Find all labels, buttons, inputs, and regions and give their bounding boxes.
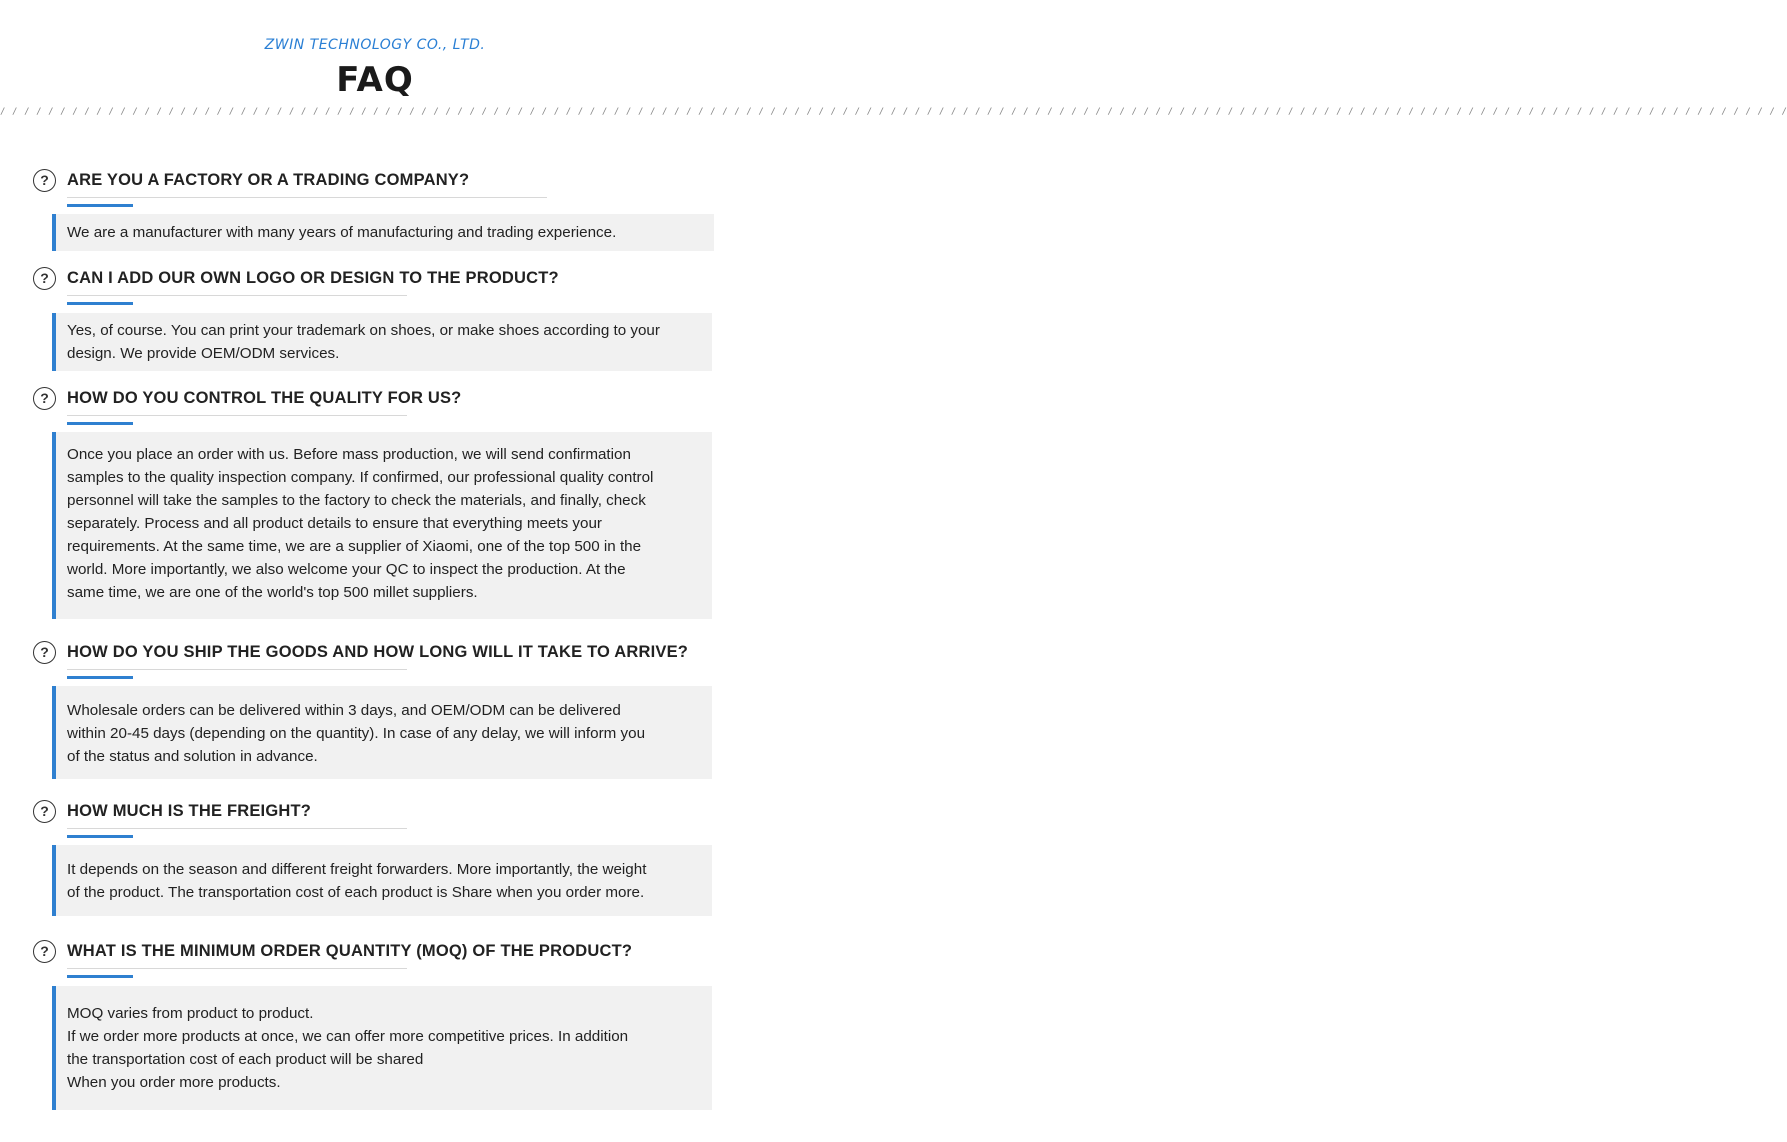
faq-answer-4 (52, 686, 712, 779)
faq-question-text: CAN I ADD OUR OWN LOGO OR DESIGN TO THE PRODUCT? (67, 269, 559, 287)
faq-answer-text: Wholesale orders can be delivered within 3 days, and OEM/ODM can be delivered within 20-45 days (depending on the quantity). In case of any delay, we will inform you of the status and solution in advance. (67, 702, 646, 765)
question-underline (67, 197, 547, 198)
question-accent-bar (67, 422, 133, 425)
question-accent-bar (67, 975, 133, 978)
faq-answer-text: MOQ varies from product to product. If we order more products at once, we can offer more competitive prices. In addition the transportation cost of each product will be shared When you order more products. (67, 1005, 629, 1091)
question-underline (67, 669, 407, 670)
faq-answer-text: It depends on the season and different freight forwarders. More importantly, the weight of the product. The transportation cost of each product is Share when you order more. (67, 861, 647, 901)
faq-answer-1 (52, 214, 714, 251)
question-circle-icon: ? (33, 169, 56, 192)
question-accent-bar (67, 676, 133, 679)
faq-question-text: WHAT IS THE MINIMUM ORDER QUANTITY (MOQ) OF THE PRODUCT? (67, 942, 633, 960)
faq-answer-2 (52, 313, 712, 371)
question-circle-icon: ? (33, 800, 56, 823)
question-accent-bar (67, 302, 133, 305)
question-underline (67, 295, 407, 296)
question-underline (67, 828, 407, 829)
company-name: ZWIN TECHNOLOGY CO., LTD. (264, 37, 486, 53)
faq-answer-text: We are a manufacturer with many years of manufacturing and trading experience. (67, 224, 617, 241)
faq-question-text: HOW DO YOU CONTROL THE QUALITY FOR US? (67, 389, 462, 407)
faq-answer-3 (52, 432, 712, 619)
faq-question-text: HOW MUCH IS THE FREIGHT? (67, 802, 312, 820)
faq-answer-text: Yes, of course. You can print your trademark on shoes, or make shoes according to your design. We provide OEM/ODM services. (67, 322, 660, 362)
question-circle-icon: ? (33, 940, 56, 963)
question-circle-icon: ? (33, 387, 56, 410)
faq-answer-5 (52, 845, 712, 916)
question-circle-icon: ? (33, 641, 56, 664)
question-circle-icon: ? (33, 267, 56, 290)
question-underline (67, 415, 407, 416)
question-accent-bar (67, 835, 133, 838)
faq-question-text: ARE YOU A FACTORY OR A TRADING COMPANY? (67, 171, 470, 189)
question-underline (67, 968, 407, 969)
faq-question-text: HOW DO YOU SHIP THE GOODS AND HOW LONG WILL IT TAKE TO ARRIVE? (67, 643, 689, 661)
question-accent-bar (67, 204, 133, 207)
faq-answer-6 (52, 986, 712, 1110)
header-divider: / / / / / / / / / / / / / / / / / / / / / / / / / / / / / / / / / / / / / / / / / / / / / / / / / / / / / / / / / / / / / / / / / / / / / / / / / / / / / / / / / / / / / / / / / / / / / / / / / / / / / / / / / / / / / / / / / / / / / / / / / / / / / / / / / / / / / / / / / / / / / / / / / / / / / (0, 107, 1787, 117)
page-title: FAQ (336, 60, 414, 100)
faq-answer-text: Once you place an order with us. Before mass production, we will send confirmation samples to the quality inspection company. If confirmed, our professional quality control personnel will take the samples to the factory to check the materials, and finally, check separately. Process and all product details to ensure that everything meets your requirements. At the same time, we are a supplier of Xiaomi, one of the top 500 in the world. More importantly, we also welcome your QC to inspect the production. At the same time, we are one of the world's top 500 millet suppliers. (67, 446, 654, 601)
